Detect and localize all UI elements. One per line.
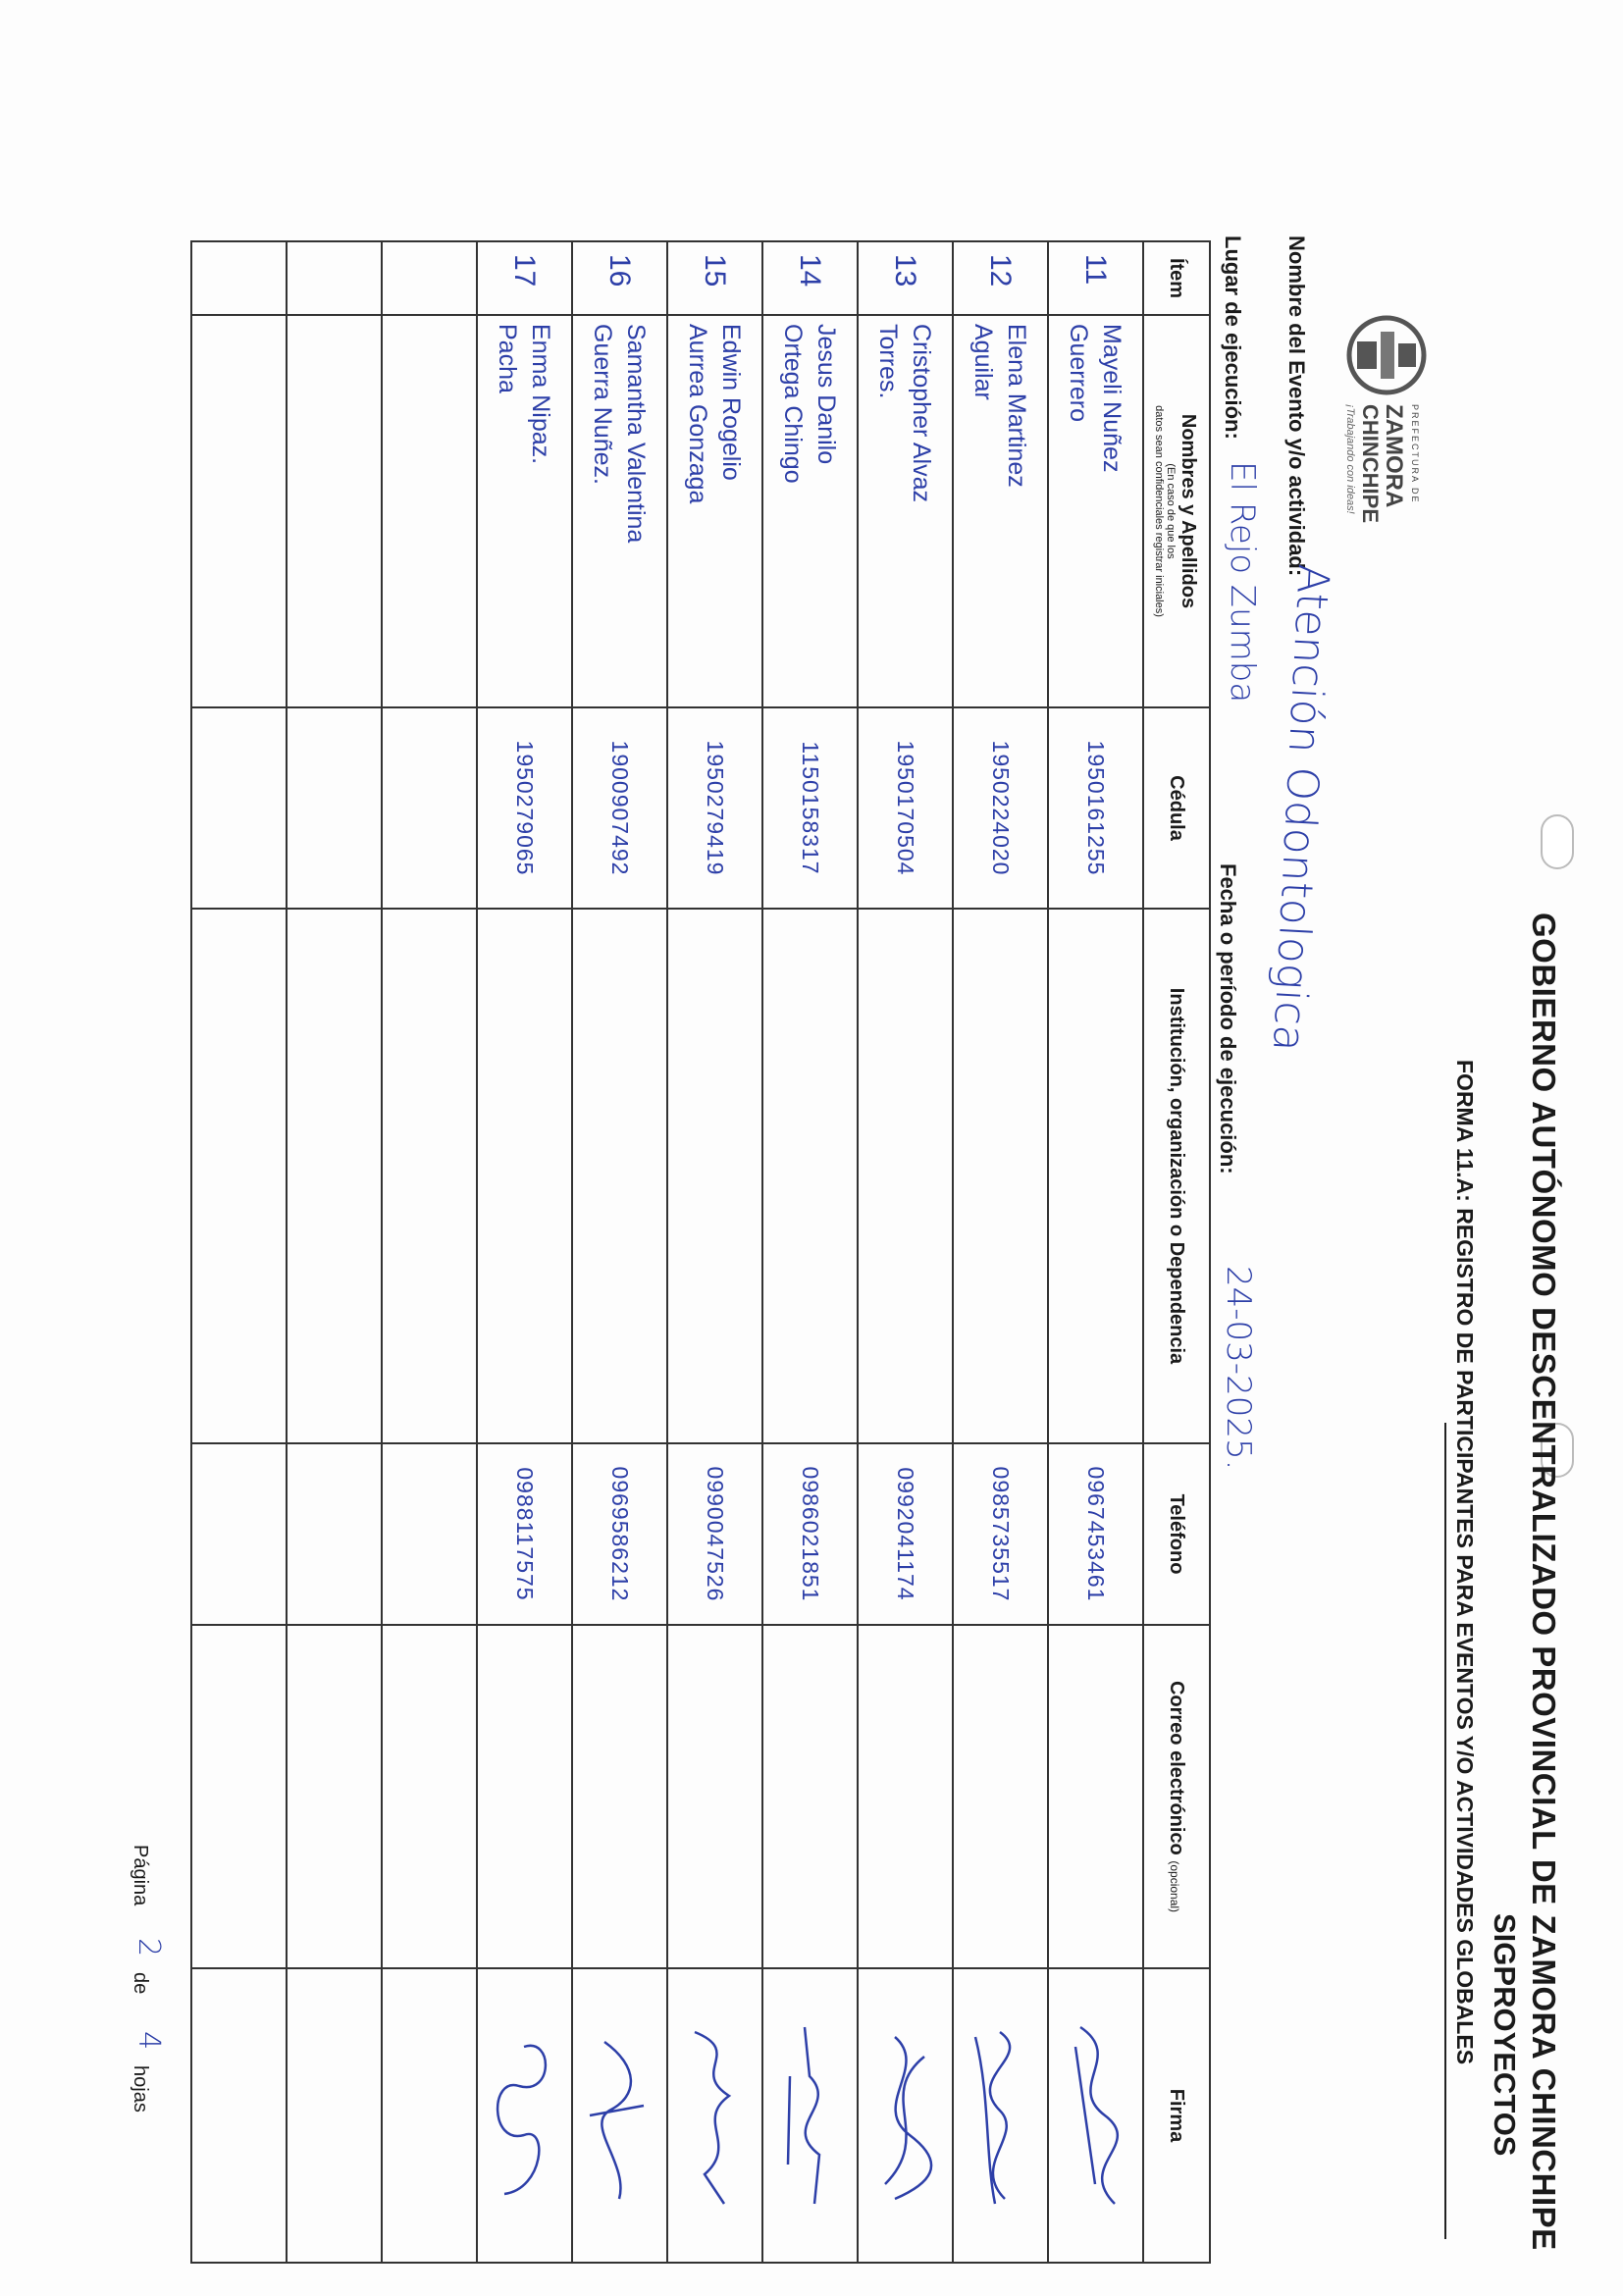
cedula-cell: 1950279419 [667,707,762,909]
email-cell [858,1625,953,1968]
header-signature: Firma [1143,1968,1210,2263]
empty-cell [191,909,287,1443]
header-name-note2: datos sean confidenciales registrar iniciales) [1153,405,1166,617]
empty-cell [382,241,477,315]
header-phone: Teléfono [1143,1443,1210,1625]
signature-cell [858,1968,953,2263]
header-email-label: Correo electrónico [1166,1680,1188,1855]
page-current: 2 [131,1938,166,1957]
institution-cell [762,909,858,1443]
signature-cell [477,1968,572,2263]
event-value: Atención Odontologica [1263,562,1338,1053]
item-cell: 13 [858,241,953,315]
prefectura-logo [1338,314,1432,579]
empty-cell [191,1625,287,1968]
signature-cell [762,1968,858,2263]
table-row [667,241,762,2263]
signature-scribble [676,2017,755,2214]
phone-cell: 0985735517 [953,1443,1048,1625]
institution-cell [477,909,572,1443]
empty-cell [382,1443,477,1625]
date-value: 24-03-2025. [1219,1266,1258,1471]
phone-cell: 0992041174 [858,1443,953,1625]
table-row-blank [287,241,382,2263]
name-line2: Guerrero [1065,324,1093,423]
empty-cell [191,241,287,315]
table-row-blank [191,241,287,2263]
name-line1: Mayeli Nuñez [1098,324,1126,473]
page-total: 4 [131,2031,166,2051]
item-cell: 11 [1048,241,1143,315]
emblem-icon [1345,314,1428,396]
empty-cell [287,1443,382,1625]
institution-cell [667,909,762,1443]
item-cell: 12 [953,241,1048,315]
name-line1: Jesus Danilo [812,324,841,465]
name-cell [477,315,572,707]
name-cell [762,315,858,707]
name-line1: Enma Nipaz. [527,324,555,465]
empty-cell [287,707,382,909]
email-cell [572,1625,667,1968]
empty-cell [191,315,287,707]
phone-cell: 0986021851 [762,1443,858,1625]
signature-cell [1048,1968,1143,2263]
empty-cell [287,1625,382,1968]
name-line2: Pacha [494,324,522,393]
empty-cell [287,909,382,1443]
header-item: Ítem [1143,241,1210,315]
signature-scribble [1057,2017,1135,2214]
page-of: de [130,1972,151,1995]
name-cell [572,315,667,707]
empty-cell [382,1625,477,1968]
logo-name-line2: CHINCHIPE [1358,404,1383,524]
header-name-label: Nombres y Apellidos [1178,413,1200,609]
cedula-cell: 1950170504 [858,707,953,909]
signature-scribble [962,2017,1040,2214]
item-cell: 15 [667,241,762,315]
cedula-cell: 1950161255 [1048,707,1143,909]
place-label: Lugar de ejecución: [1221,235,1245,440]
table-row [477,241,572,2263]
table-header-row [1143,241,1210,2263]
header-email-note: (opcional) [1168,1860,1182,1913]
participants-table [190,240,1211,2264]
institution-cell [858,909,953,1443]
name-line2: Ortega Chingo [779,324,808,484]
cedula-cell: 1950279065 [477,707,572,909]
signature-scribble [771,2017,850,2214]
name-line2: Aguilar [969,324,998,400]
empty-cell [287,315,382,707]
email-cell [1048,1625,1143,1968]
email-cell [953,1625,1048,1968]
place-value: El Rejo Zumba [1223,461,1262,704]
document-title: GOBIERNO AUTÓNOMO DESCENTRALIZADO PROVINCIAL DE ZAMORA CHINCHIPE [1526,913,1562,2251]
signature-scribble [866,2017,945,2214]
empty-cell [382,707,477,909]
email-cell [762,1625,858,1968]
empty-cell [287,241,382,315]
institution-cell [1048,909,1143,1443]
cedula-cell: 1150158317 [762,707,858,909]
item-cell: 16 [572,241,667,315]
logo-name-line1: ZAMORA [1381,404,1407,508]
form-name: FORMA 11.A: REGISTRO DE PARTICIPANTES PARA EVENTOS Y/O ACTIVIDADES GLOBALES [1452,1060,1478,2065]
header-rule [1444,1423,1446,2239]
phone-cell: 0990047526 [667,1443,762,1625]
page-suffix: hojas [130,2065,151,2113]
page-label: Página [130,1845,151,1906]
table-row [572,241,667,2263]
institution-cell [953,909,1048,1443]
email-cell [477,1625,572,1968]
name-cell [667,315,762,707]
table-row [1048,241,1143,2263]
name-line1: Edwin Rogelio [717,324,746,481]
email-cell [667,1625,762,1968]
empty-cell [382,1968,477,2263]
phone-cell: 0969586212 [572,1443,667,1625]
signature-cell [667,1968,762,2263]
empty-cell [191,1443,287,1625]
empty-cell [382,315,477,707]
institution-cell [572,909,667,1443]
name-line1: Samantha Valentina [622,324,651,544]
cedula-cell: 1950224020 [953,707,1048,909]
table-row [762,241,858,2263]
name-line1: Elena Martinez [1003,324,1031,488]
cedula-cell: 1900907492 [572,707,667,909]
phone-cell: 0967453461 [1048,1443,1143,1625]
name-cell [953,315,1048,707]
table-row [858,241,953,2263]
empty-cell [191,1968,287,2263]
empty-cell [382,909,477,1443]
empty-cell [287,1968,382,2263]
header-name-note1: (En caso de que los [1165,463,1178,559]
item-cell: 14 [762,241,858,315]
header-cedula: Cédula [1143,707,1210,909]
header-name [1143,315,1210,707]
name-line2: Aurrea Gonzaga [684,324,712,504]
header-email [1143,1625,1210,1968]
signature-cell [953,1968,1048,2263]
name-cell [858,315,953,707]
item-cell: 17 [477,241,572,315]
name-cell [1048,315,1143,707]
logo-prefix: PREFECTURA DE [1410,404,1420,504]
name-line1: Cristopher Alvaz [908,324,936,503]
phone-cell: 0988117575 [477,1443,572,1625]
table-row [953,241,1048,2263]
header-institution: Institución, organización o Dependencia [1143,909,1210,1443]
signature-scribble [486,2017,564,2214]
date-label: Fecha o período de ejecución: [1216,863,1240,1174]
name-line2: Torres. [874,324,903,399]
event-label: Nombre del Evento y/o actividad: [1284,235,1309,577]
signature-cell [572,1968,667,2263]
empty-cell [191,707,287,909]
name-line2: Guerra Nuñez. [589,324,617,485]
logo-motto: ¡Trabajando con ideas! [1344,404,1356,514]
document-subtitle: SIGPROYECTOS [1488,1913,1522,2157]
table-row-blank [382,241,477,2263]
signature-scribble [581,2017,659,2214]
